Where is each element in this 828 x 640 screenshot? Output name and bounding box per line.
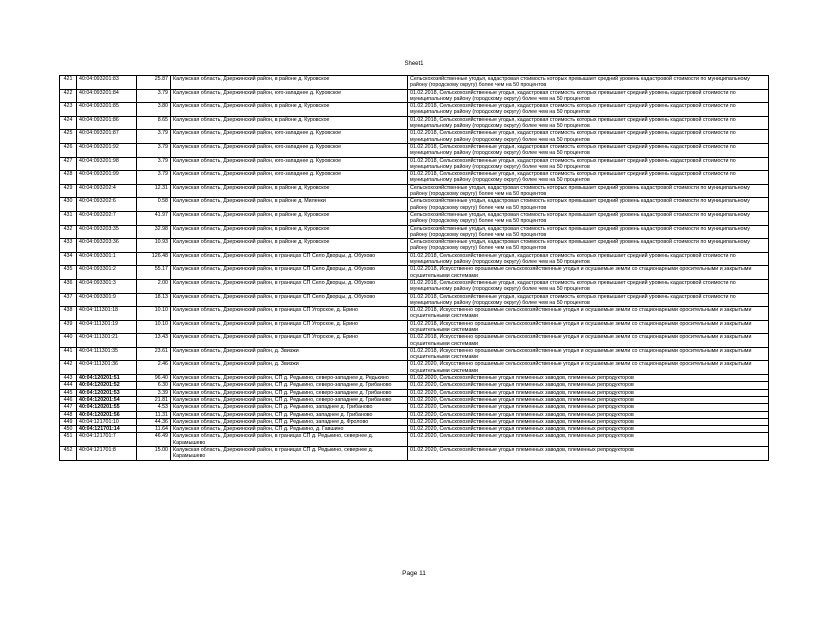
row-number-cell: 439 bbox=[60, 320, 77, 334]
row-number-cell: 435 bbox=[60, 266, 77, 280]
location-cell: Калужская область, Дзержинский район, СП д. Редькино, северо-западнее д. Грибаново bbox=[171, 396, 408, 403]
table-row bbox=[60, 447, 769, 461]
table-row bbox=[60, 411, 769, 418]
land-category-cell: 01.02.2020, Сельскохозяйственные угодья племенных заводов, племенных репродукторов bbox=[408, 404, 769, 411]
area-cell: 126.48 bbox=[137, 252, 171, 266]
table-row bbox=[60, 396, 769, 403]
table-row bbox=[60, 361, 769, 375]
cadastral-number-cell: 40:04:093201:99 bbox=[77, 171, 137, 185]
area-cell: 2.46 bbox=[137, 361, 171, 375]
table-row bbox=[60, 171, 769, 185]
location-cell: Калужская область, Дзержинский район, в границах СП Село Дворцы, д. Обухово bbox=[171, 293, 408, 307]
area-cell: 0.58 bbox=[137, 198, 171, 212]
table-row bbox=[60, 375, 769, 382]
cadastral-number-cell: 40:04:093201:85 bbox=[77, 103, 137, 117]
location-cell: Калужская область, Дзержинский район, СП д. Редькино, северо-западнее д. Грибаново bbox=[171, 382, 408, 389]
land-category-cell: 01.02.2018, Искусственно орошаемые сельскохозяйственные угодья и осушаемые земли со стационарными оросительными и закрытыми осушительными системами bbox=[408, 320, 769, 334]
location-cell: Калужская область, Дзержинский район, в районе д. Миленки bbox=[171, 198, 408, 212]
row-number-cell: 440 bbox=[60, 334, 77, 348]
area-cell: 23.61 bbox=[137, 347, 171, 361]
row-number-cell: 448 bbox=[60, 411, 77, 418]
land-category-cell: 01.02.2018, Сельскохозяйственные угодья, кадастровая стоимость которых превышает средний уровень кадастровой стоимости по муниципальному району (городскому округу) более чем на 50 процентов bbox=[408, 171, 769, 185]
row-number-cell: 444 bbox=[60, 382, 77, 389]
location-cell: Калужская область, Дзержинский район, СП д. Редькино, западнее д. Фролово bbox=[171, 418, 408, 425]
row-number-cell: 445 bbox=[60, 389, 77, 396]
row-number-cell: 442 bbox=[60, 361, 77, 375]
area-cell: 3.79 bbox=[137, 130, 171, 144]
area-cell: 18.13 bbox=[137, 293, 171, 307]
cadastral-number-cell: 40:04:120201:51 bbox=[77, 375, 137, 382]
area-cell: 2.00 bbox=[137, 279, 171, 293]
area-cell: 11.31 bbox=[137, 411, 171, 418]
row-number-cell: 438 bbox=[60, 307, 77, 321]
table-row bbox=[60, 389, 769, 396]
cadastral-number-cell: 40:04:093202:4 bbox=[77, 184, 137, 198]
location-cell: Калужская область, Дзержинский район, юго-западнее д. Куровское bbox=[171, 130, 408, 144]
table-row bbox=[60, 184, 769, 198]
location-cell: Калужская область, Дзержинский район, юго-западнее д. Куровское bbox=[171, 157, 408, 171]
location-cell: Калужская область, Дзержинский район, СП д. Редькино, северо-западнее д. Редькино bbox=[171, 375, 408, 382]
table-row bbox=[60, 307, 769, 321]
land-parcel-table bbox=[59, 75, 769, 461]
cadastral-number-cell: 40:04:093301:3 bbox=[77, 279, 137, 293]
location-cell: Калужская область, Дзержинский район, в границах СП Село Дворцы, д. Обухово bbox=[171, 252, 408, 266]
area-cell: 46.49 bbox=[137, 433, 171, 447]
area-cell: 25.87 bbox=[137, 76, 171, 90]
land-category-cell: 01.02.2018, Сельскохозяйственные угодья, кадастровая стоимость которых превышает средний уровень кадастровой стоимости по муниципальному району (городскому округу) более чем на 50 процентов bbox=[408, 130, 769, 144]
location-cell: Калужская область, Дзержинский район, в районе д. Куровское bbox=[171, 211, 408, 225]
land-category-cell: 01.02.2018, Искусственно орошаемые сельскохозяйственные угодья и осушаемые земли со стационарными оросительными и закрытыми осушительными системами bbox=[408, 307, 769, 321]
table-row bbox=[60, 116, 769, 130]
location-cell: Калужская область, Дзержинский район, в границах СП Угорское, д. Ерино bbox=[171, 320, 408, 334]
table-row bbox=[60, 130, 769, 144]
table-row bbox=[60, 382, 769, 389]
cadastral-number-cell: 40:04:121701:7 bbox=[77, 433, 137, 447]
row-number-cell: 423 bbox=[60, 103, 77, 117]
land-category-cell: 01.02.2018, Искусственно орошаемые сельскохозяйственные угодья и осушаемые земли со стационарными оросительными и закрытыми осушительными системами bbox=[408, 266, 769, 280]
cadastral-number-cell: 40:04:111301:19 bbox=[77, 320, 137, 334]
cadastral-number-cell: 40:04:111301:18 bbox=[77, 307, 137, 321]
area-cell: 3.79 bbox=[137, 157, 171, 171]
cadastral-number-cell: 40:04:093201:86 bbox=[77, 116, 137, 130]
area-cell: 13.43 bbox=[137, 334, 171, 348]
area-cell: 12.31 bbox=[137, 184, 171, 198]
row-number-cell: 424 bbox=[60, 116, 77, 130]
cadastral-number-cell: 40:04:120201:56 bbox=[77, 411, 137, 418]
land-category-cell: 01.02.2020, Сельскохозяйственные угодья племенных заводов, племенных репродукторов bbox=[408, 447, 769, 461]
table-row bbox=[60, 198, 769, 212]
area-cell: 10.93 bbox=[137, 239, 171, 253]
cadastral-number-cell: 40:04:093301:2 bbox=[77, 266, 137, 280]
area-cell: 55.17 bbox=[137, 266, 171, 280]
land-category-cell: 01.02.2018, Сельскохозяйственные угодья, кадастровая стоимость которых превышает средний уровень кадастровой стоимости по муниципальному району (городскому округу) более чем на 50 процентов bbox=[408, 293, 769, 307]
location-cell: Калужская область, Дзержинский район, д. Звизжи bbox=[171, 361, 408, 375]
location-cell: Калужская область, Дзержинский район, в районе д. Куровское bbox=[171, 184, 408, 198]
area-cell: 10.10 bbox=[137, 307, 171, 321]
location-cell: Калужская область, Дзержинский район, д. Звизжи bbox=[171, 347, 408, 361]
area-cell: 3.39 bbox=[137, 389, 171, 396]
row-number-cell: 425 bbox=[60, 130, 77, 144]
location-cell: Калужская область, Дзержинский район, в границах СП д. Редькино, севернее д. Карамышево bbox=[171, 447, 408, 461]
table-row bbox=[60, 347, 769, 361]
table-row bbox=[60, 266, 769, 280]
location-cell: Калужская область, Дзержинский район, СП д. Редькино, д. Гавшино bbox=[171, 426, 408, 433]
land-category-cell: 01.02.2020, Сельскохозяйственные угодья племенных заводов, племенных репродукторов bbox=[408, 375, 769, 382]
land-category-cell: Сельскохозяйственные угодья, кадастровая стоимость которых превышает средний уровень кадастровой стоимости по муниципальному району (городскому округу) более чем на 50 процентов bbox=[408, 184, 769, 198]
land-category-cell: 01.02.2020, Сельскохозяйственные угодья племенных заводов, племенных репродукторов bbox=[408, 433, 769, 447]
land-category-cell: 01.02.2020, Сельскохозяйственные угодья племенных заводов, племенных репродукторов bbox=[408, 389, 769, 396]
location-cell: Калужская область, Дзержинский район, юго-западнее д. Куровское bbox=[171, 89, 408, 103]
row-number-cell: 446 bbox=[60, 396, 77, 403]
cadastral-number-cell: 40:04:093202:6 bbox=[77, 198, 137, 212]
location-cell: Калужская область, Дзержинский район, в границах СП д. Редькино, севернее д. Карамышево bbox=[171, 433, 408, 447]
location-cell: Калужская область, Дзержинский район, в границах СП Угорское, д. Ерино bbox=[171, 307, 408, 321]
table-row bbox=[60, 89, 769, 103]
area-cell: 96.40 bbox=[137, 375, 171, 382]
table-row bbox=[60, 293, 769, 307]
cadastral-number-cell: 40:04:121701:8 bbox=[77, 447, 137, 461]
table-row bbox=[60, 252, 769, 266]
area-cell: 15.00 bbox=[137, 447, 171, 461]
land-category-cell: 01.02.2018, Сельскохозяйственные угодья, кадастровая стоимость которых превышает средний уровень кадастровой стоимости по муниципальному району (городскому округу) более чем на 50 процентов bbox=[408, 143, 769, 157]
land-category-cell: 01.02.2020, Искусственно орошаемые сельскохозяйственные угодья и осушаемые земли со стационарными оросительными и закрытыми осушительными системами bbox=[408, 361, 769, 375]
cadastral-number-cell: 40:04:093202:7 bbox=[77, 211, 137, 225]
area-cell: 32.98 bbox=[137, 225, 171, 239]
location-cell: Калужская область, Дзержинский район, в районе д. Куровское bbox=[171, 76, 408, 90]
area-cell: 41.97 bbox=[137, 211, 171, 225]
row-number-cell: 451 bbox=[60, 433, 77, 447]
cadastral-number-cell: 40:04:111301:36 bbox=[77, 361, 137, 375]
row-number-cell: 449 bbox=[60, 418, 77, 425]
row-number-cell: 422 bbox=[60, 89, 77, 103]
row-number-cell: 429 bbox=[60, 184, 77, 198]
area-cell: 6.30 bbox=[137, 382, 171, 389]
cadastral-number-cell: 40:04:093201:98 bbox=[77, 157, 137, 171]
location-cell: Калужская область, Дзержинский район, юго-западнее д. Куровское bbox=[171, 171, 408, 185]
table-row bbox=[60, 418, 769, 425]
cadastral-number-cell: 40:04:121701:14 bbox=[77, 426, 137, 433]
row-number-cell: 452 bbox=[60, 447, 77, 461]
cadastral-number-cell: 40:04:120201:53 bbox=[77, 389, 137, 396]
land-category-cell: 01.02.2020, Сельскохозяйственные угодья племенных заводов, племенных репродукторов bbox=[408, 426, 769, 433]
table-row bbox=[60, 404, 769, 411]
location-cell: Калужская область, Дзержинский район, в районе д. Куровское bbox=[171, 116, 408, 130]
table-row bbox=[60, 225, 769, 239]
land-category-cell: 01.02.2018, Сельскохозяйственные угодья, кадастровая стоимость которых превышает средний уровень кадастровой стоимости по муниципальному району (городскому округу) более чем на 50 процентов bbox=[408, 279, 769, 293]
land-category-cell: 01.02.2020, Сельскохозяйственные угодья племенных заводов, племенных репродукторов bbox=[408, 382, 769, 389]
area-cell: 10.10 bbox=[137, 320, 171, 334]
table-row bbox=[60, 211, 769, 225]
location-cell: Калужская область, Дзержинский район, в районе д. Куровское bbox=[171, 239, 408, 253]
table-row bbox=[60, 279, 769, 293]
table-row bbox=[60, 103, 769, 117]
table-row bbox=[60, 433, 769, 447]
row-number-cell: 441 bbox=[60, 347, 77, 361]
location-cell: Калужская область, Дзержинский район, СП д. Редькино, северо-западнее д. Грибаново bbox=[171, 389, 408, 396]
location-cell: Калужская область, Дзержинский район, в границах СП Село Дворцы, д. Обухово bbox=[171, 279, 408, 293]
land-category-cell: Сельскохозяйственные угодья, кадастровая стоимость которых превышает средний уровень кадастровой стоимости по муниципальному району (городскому округу) более чем на 50 процентов bbox=[408, 76, 769, 90]
cadastral-number-cell: 40:04:093203:35 bbox=[77, 225, 137, 239]
cadastral-number-cell: 40:04:120201:54 bbox=[77, 396, 137, 403]
location-cell: Калужская область, Дзержинский район, СП д. Редькино, западнее д. Грибаново bbox=[171, 404, 408, 411]
row-number-cell: 421 bbox=[60, 76, 77, 90]
location-cell: Калужская область, Дзержинский район, СП д. Редькино, западнее д. Грибаново bbox=[171, 411, 408, 418]
table-row bbox=[60, 143, 769, 157]
row-number-cell: 433 bbox=[60, 239, 77, 253]
area-cell: 21.81 bbox=[137, 396, 171, 403]
area-cell: 11.64 bbox=[137, 426, 171, 433]
cadastral-number-cell: 40:04:111301:35 bbox=[77, 347, 137, 361]
land-category-cell: 01.02.2020, Сельскохозяйственные угодья племенных заводов, племенных репродукторов bbox=[408, 396, 769, 403]
cadastral-number-cell: 40:04:120201:52 bbox=[77, 382, 137, 389]
row-number-cell: 437 bbox=[60, 293, 77, 307]
table-row bbox=[60, 76, 769, 90]
row-number-cell: 450 bbox=[60, 426, 77, 433]
location-cell: Калужская область, Дзержинский район, в границах СП Село Дворцы, д. Обухово bbox=[171, 266, 408, 280]
location-cell: Калужская область, Дзержинский район, в границах СП Угорское, д. Ерино bbox=[171, 334, 408, 348]
cadastral-number-cell: 40:04:093201:83 bbox=[77, 76, 137, 90]
land-category-cell: 01.02.2020, Сельскохозяйственные угодья племенных заводов, племенных репродукторов bbox=[408, 418, 769, 425]
cadastral-number-cell: 40:04:093301:1 bbox=[77, 252, 137, 266]
land-category-cell: 01.02.2018, Сельскохозяйственные угодья, кадастровая стоимость которых превышает средний уровень кадастровой стоимости по муниципальному району (городскому округу) более чем на 50 процентов bbox=[408, 116, 769, 130]
land-category-cell: Сельскохозяйственные угодья, кадастровая стоимость которых превышает средний уровень кадастровой стоимости по муниципальному району (городскому округу) более чем на 50 процентов bbox=[408, 225, 769, 239]
table-row bbox=[60, 334, 769, 348]
sheet-title: Sheet1 bbox=[404, 61, 424, 67]
area-cell: 3.79 bbox=[137, 171, 171, 185]
land-category-cell: Сельскохозяйственные угодья, кадастровая стоимость которых превышает средний уровень кадастровой стоимости по муниципальному району (городскому округу) более чем на 50 процентов bbox=[408, 198, 769, 212]
land-category-cell: 01.02.2020, Сельскохозяйственные угодья племенных заводов, племенных репродукторов bbox=[408, 411, 769, 418]
table-row bbox=[60, 239, 769, 253]
row-number-cell: 436 bbox=[60, 279, 77, 293]
cadastral-number-cell: 40:04:093201:84 bbox=[77, 89, 137, 103]
table-row bbox=[60, 320, 769, 334]
cadastral-number-cell: 40:04:093201:87 bbox=[77, 130, 137, 144]
cadastral-number-cell: 40:04:120201:55 bbox=[77, 404, 137, 411]
land-category-cell: 01.02.2018, Сельскохозяйственные угодья, кадастровая стоимость которых превышает средний уровень кадастровой стоимости по муниципальному району (городскому округу) более чем на 50 процентов bbox=[408, 157, 769, 171]
location-cell: Калужская область, Дзержинский район, в районе д. Куровское bbox=[171, 225, 408, 239]
row-number-cell: 432 bbox=[60, 225, 77, 239]
row-number-cell: 427 bbox=[60, 157, 77, 171]
area-cell: 8.65 bbox=[137, 116, 171, 130]
land-category-cell: 01.02.2018, Сельскохозяйственные угодья, кадастровая стоимость которых превышает средний уровень кадастровой стоимости по муниципальному району (городскому округу) более чем на 50 процентов bbox=[408, 252, 769, 266]
cadastral-number-cell: 40:04:111301:21 bbox=[77, 334, 137, 348]
row-number-cell: 430 bbox=[60, 198, 77, 212]
land-category-cell: Сельскохозяйственные угодья, кадастровая стоимость которых превышает средний уровень кадастровой стоимости по муниципальному району (городскому округу) более чем на 50 процентов bbox=[408, 211, 769, 225]
row-number-cell: 426 bbox=[60, 143, 77, 157]
cadastral-number-cell: 40:04:093301:9 bbox=[77, 293, 137, 307]
cadastral-number-cell: 40:04:093203:36 bbox=[77, 239, 137, 253]
land-category-cell: 01.02.2018, Сельскохозяйственные угодья, кадастровая стоимость которых превышает средний уровень кадастровой стоимости по муниципальному району (городскому округу) более чем на 50 процентов bbox=[408, 103, 769, 117]
area-cell: 3.79 bbox=[137, 89, 171, 103]
land-category-cell: 01.02.2018, Сельскохозяйственные угодья, кадастровая стоимость которых превышает средний уровень кадастровой стоимости по муниципальному району (городскому округу) более чем на 50 процентов bbox=[408, 89, 769, 103]
row-number-cell: 434 bbox=[60, 252, 77, 266]
location-cell: Калужская область, Дзержинский район, юго-западнее д. Куровское bbox=[171, 143, 408, 157]
area-cell: 3.80 bbox=[137, 103, 171, 117]
area-cell: 3.79 bbox=[137, 143, 171, 157]
area-cell: 44.36 bbox=[137, 418, 171, 425]
cadastral-number-cell: 40:04:121701:10 bbox=[77, 418, 137, 425]
row-number-cell: 447 bbox=[60, 404, 77, 411]
row-number-cell: 428 bbox=[60, 171, 77, 185]
row-number-cell: 431 bbox=[60, 211, 77, 225]
land-category-cell: 01.02.2018, Искусственно орошаемые сельскохозяйственные угодья и осушаемые земли со стационарными оросительными и закрытыми осушительными системами bbox=[408, 334, 769, 348]
page-number: Page 11 bbox=[402, 570, 426, 577]
land-category-cell: 01.02.2018, Искусственно орошаемые сельскохозяйственные угодья и осушаемые земли со стационарными оросительными и закрытыми осушительными системами bbox=[408, 347, 769, 361]
row-number-cell: 443 bbox=[60, 375, 77, 382]
land-category-cell: Сельскохозяйственные угодья, кадастровая стоимость которых превышает средний уровень кадастровой стоимости по муниципальному району (городскому округу) более чем на 50 процентов bbox=[408, 239, 769, 253]
table-row bbox=[60, 157, 769, 171]
area-cell: 4.53 bbox=[137, 404, 171, 411]
location-cell: Калужская область, Дзержинский район, в районе д. Куровское bbox=[171, 103, 408, 117]
cadastral-number-cell: 40:04:093201:92 bbox=[77, 143, 137, 157]
table-row bbox=[60, 426, 769, 433]
